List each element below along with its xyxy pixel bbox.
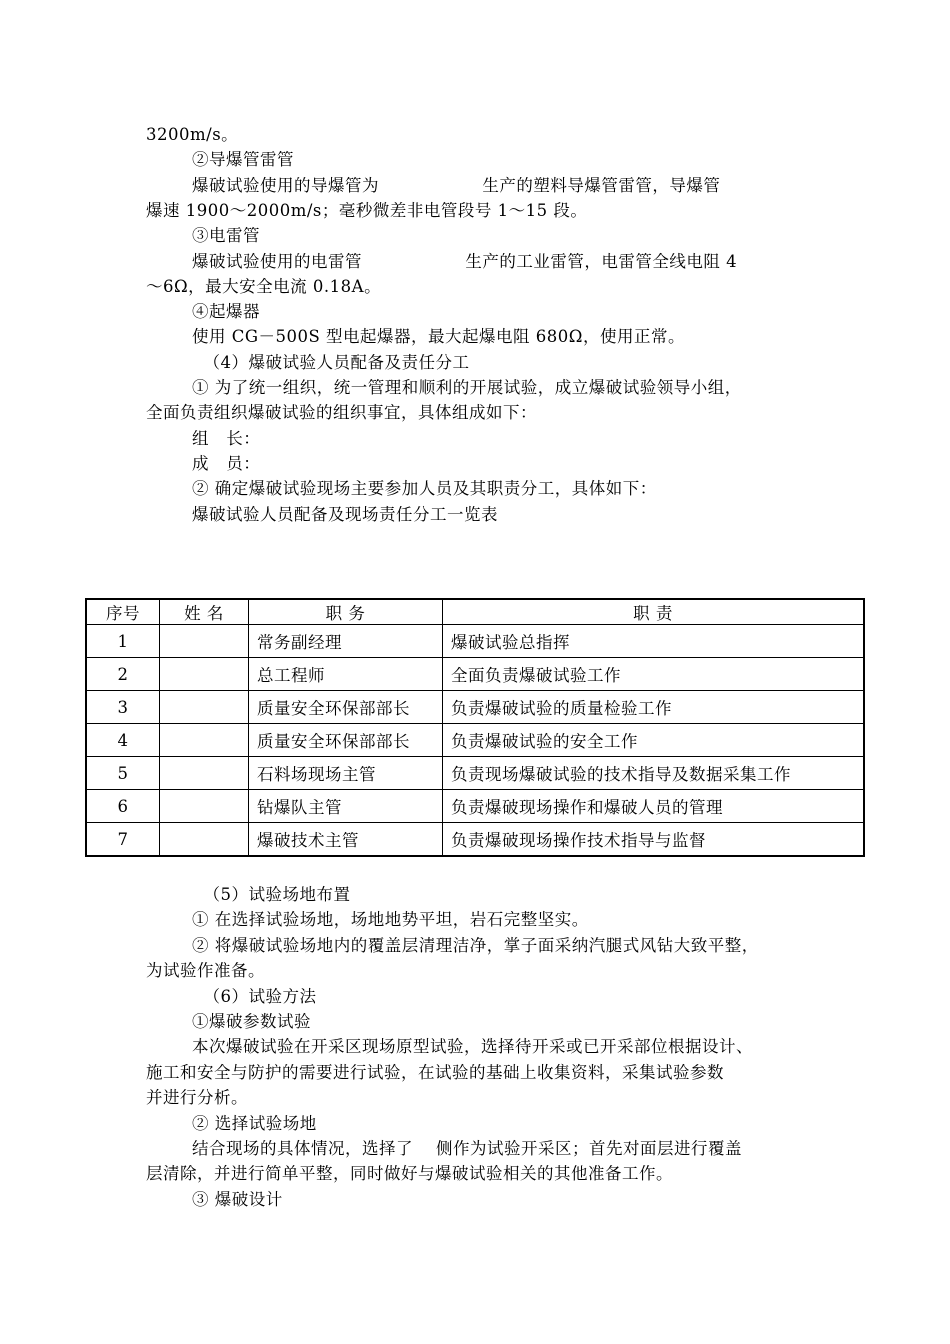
text-line: ～6Ω，最大安全电流 0.18A。 (146, 276, 382, 296)
row-position: 石料场现场主管 (249, 757, 443, 790)
row-number: 4 (86, 724, 160, 757)
row-name (160, 724, 249, 757)
text-line: （4）爆破试验人员配备及责任分工 (146, 352, 470, 372)
text-line: 爆速 1900～2000m/s；毫秒微差非电管段号 1～15 段。 (146, 200, 588, 220)
text-line: 3200m/s。 (146, 125, 239, 144)
text-line: 施工和安全与防护的需要进行试验，在试验的基础上收集资料，采集试验参数 (146, 1062, 724, 1082)
row-position: 钻爆队主管 (249, 790, 443, 823)
text-line: （6）试验方法 (146, 986, 317, 1006)
text-line: 结合现场的具体情况，选择了 侧作为试验开采区；首先对面层进行覆盖 (146, 1139, 742, 1158)
text-line: ① 为了统一组织，统一管理和顺利的开展试验，成立爆破试验领导小组， (146, 378, 742, 397)
row-position: 爆破技术主管 (249, 823, 443, 857)
text-line: ④起爆器 (146, 302, 260, 322)
row-duty: 负责爆破试验的安全工作 (443, 724, 865, 757)
row-position: 质量安全环保部部长 (249, 691, 443, 724)
row-name (160, 691, 249, 724)
text-line: 本次爆破试验在开采区现场原型试验，选择待开采或已开采部位根据设计、 (146, 1037, 753, 1057)
row-position: 总工程师 (249, 658, 443, 691)
row-duty: 全面负责爆破试验工作 (443, 658, 865, 691)
text-line: 成 员： (146, 453, 261, 473)
text-line: 全面负责组织爆破试验的组织事宜，具体组成如下： (146, 403, 537, 423)
row-position: 常务副经理 (249, 625, 443, 658)
header-position: 职 务 (249, 599, 443, 625)
table-row (86, 790, 864, 823)
table-row (86, 823, 864, 857)
row-duty: 爆破试验总指挥 (443, 625, 865, 658)
text-line: ② 将爆破试验场地内的覆盖层清理洁净，掌子面采纳汽腿式风钻大致平整， (146, 935, 759, 955)
row-name (160, 625, 249, 658)
table-row (86, 625, 864, 658)
text-line: 爆破试验人员配备及现场责任分工一览表 (146, 504, 498, 524)
text-line: 层清除，并进行简单平整，同时做好与爆破试验相关的其他准备工作。 (146, 1164, 673, 1184)
row-name (160, 757, 249, 790)
row-position: 质量安全环保部部长 (249, 724, 443, 757)
row-number: 7 (86, 823, 160, 857)
header-number: 序号 (86, 599, 160, 625)
row-duty: 负责爆破现场操作技术指导与监督 (443, 823, 865, 857)
row-name (160, 790, 249, 823)
table-row (86, 757, 864, 790)
text-line: ②导爆管雷管 (146, 150, 294, 170)
text-line: ② 选择试验场地 (146, 1113, 317, 1133)
row-number: 1 (86, 625, 160, 658)
row-name (160, 823, 249, 857)
header-name: 姓 名 (160, 599, 249, 625)
text-line: 为试验作准备。 (146, 961, 265, 981)
table-row (86, 658, 864, 691)
table-row (86, 691, 864, 724)
table-header-row (86, 599, 864, 625)
row-duty: 负责现场爆破试验的技术指导及数据采集工作 (443, 757, 865, 790)
row-number: 5 (86, 757, 160, 790)
row-number: 2 (86, 658, 160, 691)
personnel-table (85, 598, 865, 857)
row-number: 6 (86, 790, 160, 823)
row-number: 3 (86, 691, 160, 724)
text-line: ② 确定爆破试验现场主要参加人员及其职责分工，具体如下： (146, 479, 657, 499)
text-line: （5）试验场地布置 (146, 885, 351, 904)
text-line: ① 在选择试验场地，场地地势平坦，岩石完整坚实。 (146, 910, 589, 930)
header-duty: 职 责 (443, 599, 865, 625)
text-line: 组 长： (146, 428, 261, 448)
row-name (160, 658, 249, 691)
row-duty: 负责爆破现场操作和爆破人员的管理 (443, 790, 865, 823)
text-line: ③电雷管 (146, 226, 260, 246)
text-line: 并进行分析。 (146, 1088, 248, 1108)
text-line: 爆破试验使用的导爆管为 生产的塑料导爆管雷管，导爆管 (146, 175, 721, 195)
text-line: 使用 CG－500S 型电起爆器，最大起爆电阻 680Ω，使用正常。 (146, 327, 685, 347)
text-line: ③ 爆破设计 (146, 1189, 283, 1209)
row-duty: 负责爆破试验的质量检验工作 (443, 691, 865, 724)
text-line: ①爆破参数试验 (146, 1012, 311, 1031)
table-row (86, 724, 864, 757)
text-line: 爆破试验使用的电雷管 生产的工业雷管，电雷管全线电阻 4 (146, 251, 738, 271)
